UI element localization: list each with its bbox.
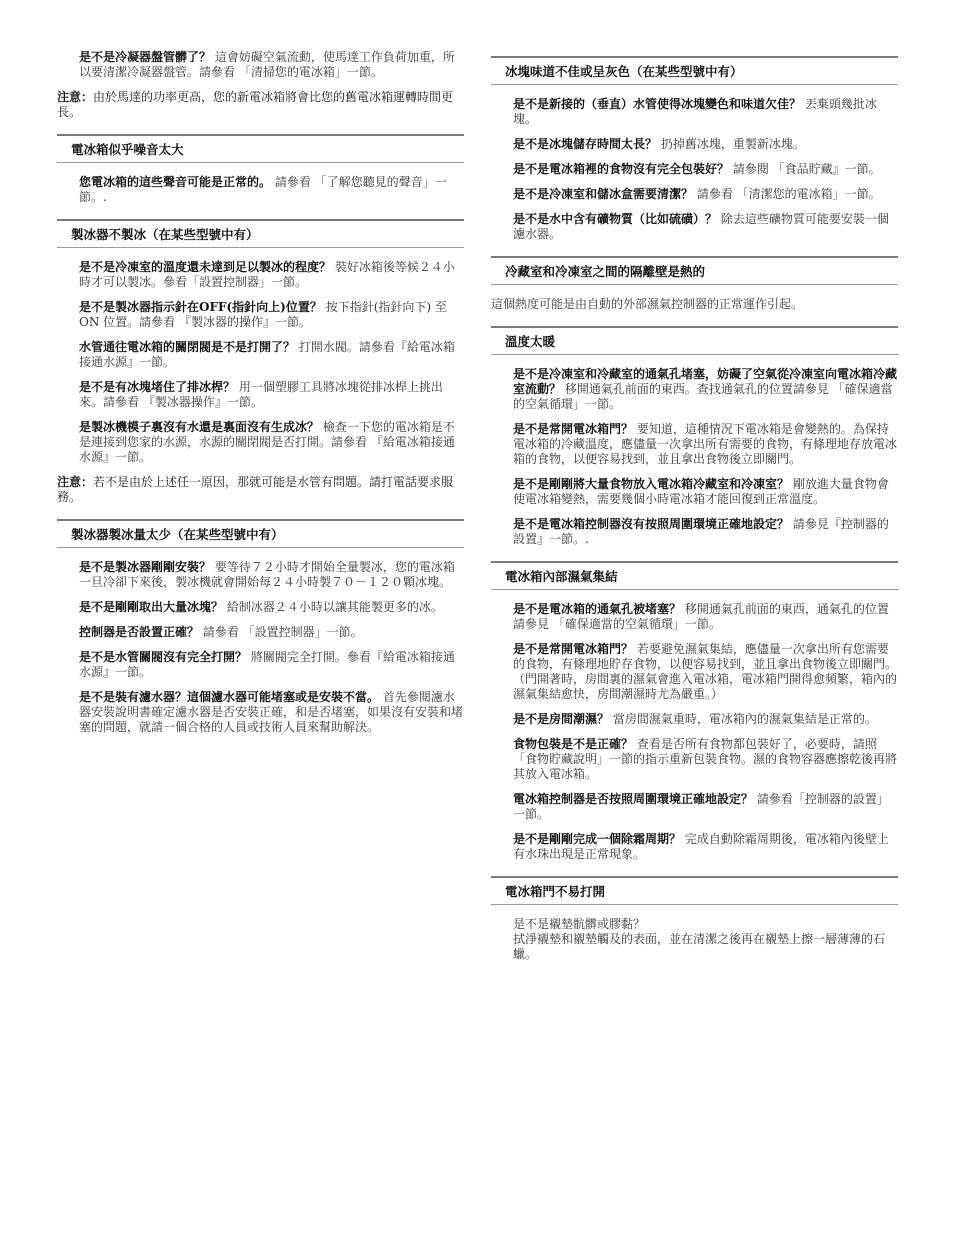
trouble-item xyxy=(79,600,464,615)
answer: 查看是否所有食物都包裝好了，必要時，請照 「食物貯藏說明」一節的指示重新包裝食物。濕的食物容器應擦乾後再將其放入電冰箱。 xyxy=(513,737,898,781)
right-column xyxy=(491,50,898,972)
answer: 請參見『控制器的設置』一節。. xyxy=(513,517,889,546)
trouble-item xyxy=(79,260,464,290)
answer: 裝好冰箱後等候２４小時才可以製冰。參看「設置控制器」一節。 xyxy=(79,260,455,289)
trouble-item xyxy=(79,175,464,205)
question: 水管通往電冰箱的關閉閥是不是打開了？ xyxy=(79,340,296,354)
left-column xyxy=(57,50,464,745)
answer: 移開通氣孔前面的東西。查找通氣孔的位置請參見 「確保適當的空氣循環」一節。 xyxy=(513,382,893,411)
section-heading: 溫度太暖 xyxy=(491,326,898,355)
question: 是不是新接的（垂直）水管使得冰塊變色和味道欠佳？ xyxy=(513,97,802,111)
answer: 除去這些礦物質可能要安裝一個濾水器。 xyxy=(513,212,889,241)
question: 是不是冰塊儲存時間太長？ xyxy=(513,137,658,151)
note-text: 由於馬達的功率更高，您的新電冰箱將會比您的舊電冰箱運轉時間更長。 xyxy=(57,90,454,119)
answer: 移開通氣孔前面的東西，通氣孔的位置請參見 「確保適當的空氣循環」一節。 xyxy=(513,602,889,631)
question: 是不是電冰箱的通氣孔被堵塞？ xyxy=(513,602,682,616)
note-label: 注意： xyxy=(57,475,94,489)
question: 是不是冷凍室和儲冰盒需要清潔？ xyxy=(513,187,694,201)
trouble-item xyxy=(79,420,464,465)
trouble-item xyxy=(513,792,898,822)
question: 電冰箱控制器是否按照周圍環境正確地設定？ xyxy=(513,792,754,806)
section-heading: 製冰器不製冰（在某些型號中有） xyxy=(57,219,464,248)
question: 您電冰箱的這些聲音可能是正常的。 xyxy=(79,175,272,189)
trouble-item xyxy=(79,560,464,590)
question: 是不是製冰器指示針在OFF(指針向上)位置？ xyxy=(79,300,322,314)
section-heading: 冷藏室和冷凍室之間的隔離壁是熱的 xyxy=(491,256,898,285)
answer: 當房間濕氣重時，電冰箱內的濕氣集結是正常的。 xyxy=(612,712,877,726)
question: 是不是冷凍室的溫度還未達到足以製冰的程度？ xyxy=(79,260,332,274)
question: 是不是常開電冰箱門？ xyxy=(513,642,634,656)
answer: 這會妨礙空氣流動，使馬達工作負荷加重，所以要清潔冷凝器盤管。請參看 「清掃您的電冰箱」一節。 xyxy=(79,50,455,79)
answer: 請參看 「設置控制器」一節。 xyxy=(202,625,363,639)
trouble-item xyxy=(513,917,898,962)
question: 是不是房間潮濕？ xyxy=(513,712,610,726)
section-heading: 電冰箱內部濕氣集結 xyxy=(491,561,898,590)
trouble-item xyxy=(513,737,898,782)
note xyxy=(57,475,464,505)
trouble-item xyxy=(513,712,898,727)
question: 控制器是否設置正確？ xyxy=(79,625,200,639)
trouble-item xyxy=(79,690,464,735)
question: 是製冰機模子裏沒有水還是裏面沒有生成冰？ xyxy=(79,420,320,434)
answer: 若要避免濕氣集結，應儘量一次拿出所有您需要的食物，有條理地貯存食物，以便容易找到，並且拿出食物後立即關門。（門開著時，房間裏的濕氣會進入電冰箱，電冰箱門開得愈頻繁，箱內的濕氣集結愈快，房間潮濕時尤為嚴重。） xyxy=(513,642,898,701)
trouble-item xyxy=(513,187,898,202)
trouble-item xyxy=(513,367,898,412)
answer: 請參閱 「食品貯藏』一節。 xyxy=(732,162,881,176)
trouble-item xyxy=(79,50,464,80)
trouble-item xyxy=(79,625,464,640)
trouble-item xyxy=(513,97,898,127)
question: 是不是剛剛完成一個除霜周期？ xyxy=(513,832,682,846)
answer: 將關閥完全打開。參看『給電冰箱接通水源』一節。 xyxy=(79,650,455,679)
trouble-item xyxy=(79,650,464,680)
trouble-item xyxy=(513,642,898,702)
answer: 請參看「控制器的設置」一節。 xyxy=(513,792,889,821)
answer-plain: 拭淨襯墊和襯墊觸及的表面，並在清潔之後再在襯墊上擦一層薄薄的石蠟。 xyxy=(513,932,886,961)
answer: 給制冰器２４小時以讓其能製更多的冰。 xyxy=(226,600,443,614)
trouble-item xyxy=(513,212,898,242)
question: 是不是冷凍室和冷藏室的通氣孔堵塞，妨礙了空氣從冷凍室向電冰箱冷藏室流動？ xyxy=(513,367,898,396)
trouble-item xyxy=(79,300,464,330)
question: 是不是剛剛將大量食物放入電冰箱冷藏室和冷凍室？ xyxy=(513,477,790,491)
trouble-item xyxy=(513,602,898,632)
trouble-item xyxy=(79,380,464,410)
question: 是不是裝有濾水器？這個濾水器可能堵塞或是安裝不當。 xyxy=(79,690,380,704)
answer: 要等待７２小時才開始全量製冰，您的電冰箱一旦冷卻下來後，製冰機就會開始每２４小時製７０－１２０顆冰塊。 xyxy=(79,560,455,589)
question: 是不是電冰箱控制器沒有按照周圍環境正確地設定？ xyxy=(513,517,790,531)
trouble-item xyxy=(513,832,898,862)
question: 是不是常開電冰箱門？ xyxy=(513,422,634,436)
question: 是不是剛剛取出大量冰塊？ xyxy=(79,600,224,614)
trouble-item xyxy=(513,517,898,547)
trouble-item xyxy=(79,340,464,370)
trouble-item xyxy=(513,477,898,507)
question: 是不是冷凝器盤管髒了？ xyxy=(79,50,212,64)
answer: 要知道，這種情況下電冰箱是會變熱的。為保持電冰箱的冷藏溫度，應儘量一次拿出所有需要的食物，有條理地存放電冰箱的食物，以便容易找到，並且拿出食物後立即關門。 xyxy=(513,422,898,466)
section-heading: 電冰箱似乎噪音太大 xyxy=(57,134,464,163)
question: 是不是水中含有礦物質（比如硫磺）？ xyxy=(513,212,718,226)
section-heading: 電冰箱門不易打開 xyxy=(491,876,898,905)
question: 是不是電冰箱裡的食物沒有完全包裝好？ xyxy=(513,162,730,176)
answer: 用一個塑膠工具將冰塊從排冰桿上挑出來。請參看 『製冰器操作』一節。 xyxy=(79,380,443,409)
question: 是不是水管關閥沒有完全打開？ xyxy=(79,650,248,664)
answer: 請參看 「了解您聽見的聲音」一節。. xyxy=(79,175,447,204)
question: 是不是有冰塊堵住了排冰桿？ xyxy=(79,380,236,394)
answer: 剛放進大量食物會使電冰箱變熱，需要幾個小時電冰箱才能回復到正常溫度。 xyxy=(513,477,889,506)
question: 是不是製冰器剛剛安裝？ xyxy=(79,560,212,574)
answer: 檢查一下您的電冰箱是不是連接到您家的水源，水源的關閉閥是否打開。請參看 『給電冰箱接通水源』一節。 xyxy=(79,420,455,464)
section-heading: 冰塊味道不佳或呈灰色（在某些型號中有） xyxy=(491,56,898,85)
answer: 丟棄頭幾批冰塊。 xyxy=(513,97,877,126)
note xyxy=(57,90,464,120)
answer: 扔掉舊冰塊，重製新冰塊。 xyxy=(660,137,805,151)
question: 食物包裝是不是正確？ xyxy=(513,737,634,751)
trouble-item xyxy=(513,137,898,152)
trouble-item xyxy=(513,162,898,177)
note-label: 注意： xyxy=(57,90,94,104)
answer: 按下指針(指針向下) 至 ON 位置。請參看 『製冰器的操作』一節。 xyxy=(79,300,447,329)
answer: 首先參閱濾水器安裝說明書確定濾水器是否安裝正確，和是否堵塞，如果沒有安裝和堵塞的問題，就請一個合格的人員或技術人員來幫助解決。 xyxy=(79,690,464,734)
note-text: 若不是由於上述任一原因，那就可能是水管有問題。請打電話要求服務。 xyxy=(57,475,454,504)
question-plain: 是不是襯墊骯髒或膠黏？ xyxy=(513,917,646,931)
answer: 請參看 「清潔您的電冰箱」一節。 xyxy=(696,187,881,201)
answer: 打開水閥。請參看『給電冰箱接通水源』一節。 xyxy=(79,340,455,369)
answer: 完成自動除霜周期後，電冰箱內後壁上有水珠出現是正常現象。 xyxy=(513,832,889,861)
section-text: 這個熱度可能是由自動的外部濕氣控制器的正常運作引起。 xyxy=(491,297,804,311)
trouble-item xyxy=(513,422,898,467)
section-heading: 製冰器製冰量太少（在某些型號中有） xyxy=(57,519,464,548)
